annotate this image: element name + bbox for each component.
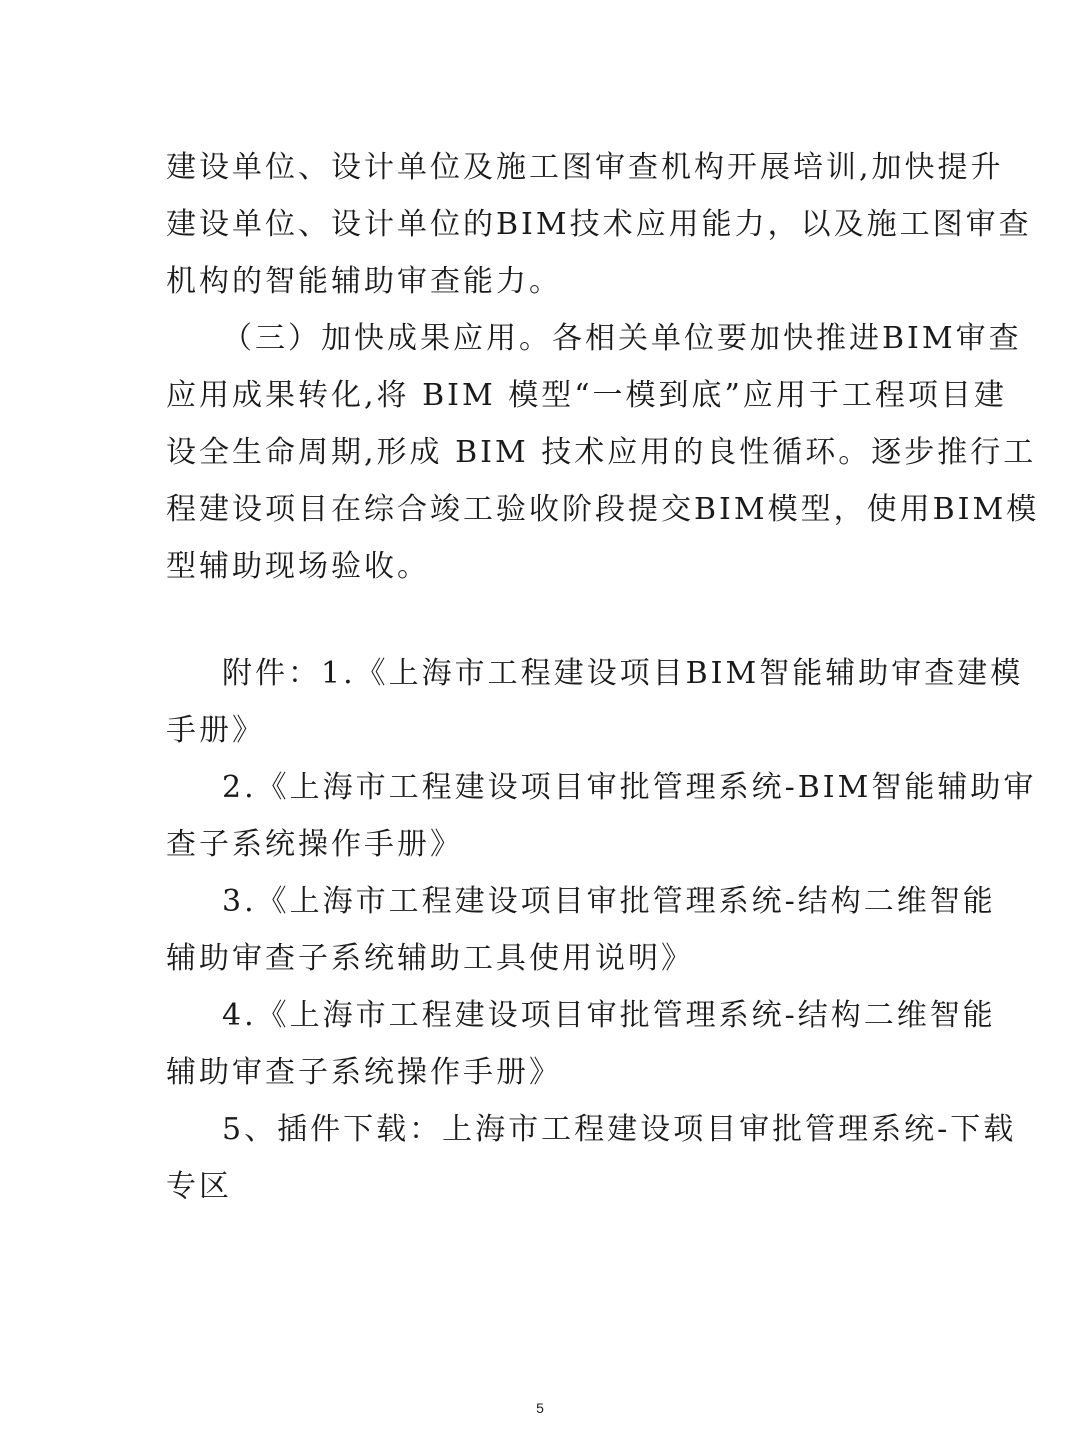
attachment-2-line-1: 2.《上海市工程建设项目审批管理系统-BIM智能辅助审 xyxy=(222,770,1037,805)
attachment-5-line-2: 专区 xyxy=(166,1169,232,1204)
attachment-1-line-2: 手册》 xyxy=(166,713,265,748)
body-line-1: 建设单位、设计单位及施工图审查机构开展培训,加快提升 xyxy=(166,150,1004,185)
attachment-4-line-1: 4.《上海市工程建设项目审批管理系统-结构二维智能 xyxy=(222,998,996,1033)
page-number: 5 xyxy=(536,1400,544,1416)
attachment-3-line-2: 辅助审查子系统辅助工具使用说明》 xyxy=(166,941,694,976)
body-line-3: 机构的智能辅助审查能力。 xyxy=(166,264,562,299)
body-line-2: 建设单位、设计单位的BIM技术应用能力，以及施工图审查 xyxy=(166,207,1032,242)
body-line-8: 型辅助现场验收。 xyxy=(166,549,430,584)
body-line-5: 应用成果转化,将 BIM 模型“一模到底”应用于工程项目建 xyxy=(166,378,1007,413)
attachment-2-line-2: 查子系统操作手册》 xyxy=(166,827,463,862)
attachment-3-line-1: 3.《上海市工程建设项目审批管理系统-结构二维智能 xyxy=(222,884,996,919)
body-line-6: 设全生命周期,形成 BIM 技术应用的良性循环。逐步推行工 xyxy=(166,435,1037,470)
attachment-1-line-1: 附件：1.《上海市工程建设项目BIM智能辅助审查建模 xyxy=(222,656,1024,691)
attachment-5-line-1: 5、插件下载：上海市工程建设项目审批管理系统-下载 xyxy=(222,1112,1017,1147)
body-line-7: 程建设项目在综合竣工验收阶段提交BIM模型，使用BIM模 xyxy=(166,492,1040,527)
attachment-4-line-2: 辅助审查子系统操作手册》 xyxy=(166,1055,562,1090)
section-heading-line: （三）加快成果应用。各相关单位要加快推进BIM审查 xyxy=(222,321,1022,356)
